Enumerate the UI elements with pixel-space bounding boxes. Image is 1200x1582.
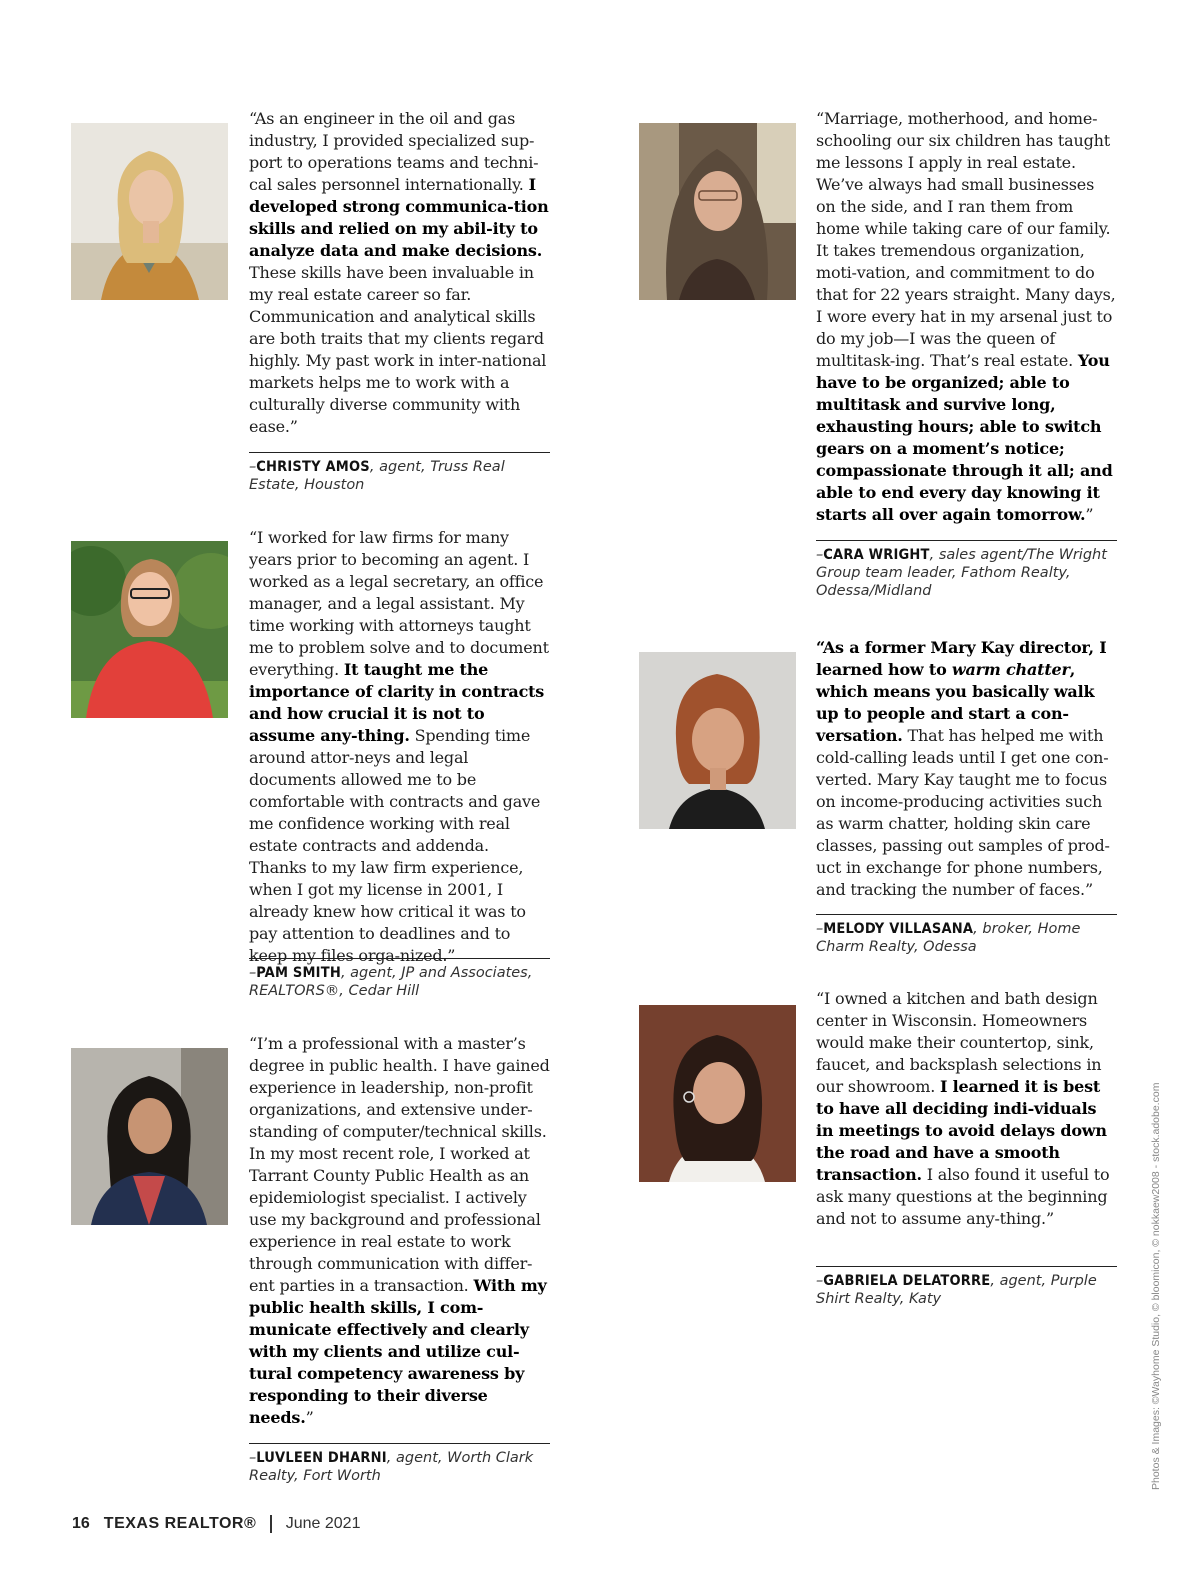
attribution-gabriela-delatorre: –GABRIELA DELATORRE, agent, Purple Shirt Realty, Katy — [816, 1266, 1117, 1308]
name-christy-amos: CHRISTY AMOS — [256, 459, 370, 475]
quote-melody-villasana: “As a former Mary Kay director, I learned how to warm chatter, which means you basically walk up to people and start a con-versation. That has helped me with cold-calling leads until I get one con-verted. Mary Kay taught me to focus on income-producing activities such as warm chatter, holding skin care classes, passing out samples of prod-uct in exchange for phone numbers, and tracking the number of faces.” — [816, 638, 1110, 899]
name-melody-villasana: MELODY VILLASANA — [823, 921, 974, 937]
photo-credit: Photos & Images: ©Wayhome Studio, © bloomicon, © nokkaew2008 - stock.adobe.com — [1150, 1082, 1162, 1490]
quote-gabriela-delatorre: “I owned a kitchen and bath design center in Wisconsin. Homeowners would make their countertop, sink, faucet, and backsplash selections in our showroom. I learned it is best to have all deciding indi-viduals in meetings to avoid delays down the road and have a smooth transaction. I also found it useful to ask many questions at the beginning and not to assume any-thing.” — [816, 989, 1110, 1228]
photo-luvleen-dharni — [71, 1048, 228, 1225]
page-footer — [72, 1515, 360, 1533]
photo-gabriela-delatorre — [639, 1005, 796, 1182]
attribution-cara-wright: –CARA WRIGHT, sales agent/The Wright Group team leader, Fathom Realty, Odessa/Midland — [816, 540, 1117, 600]
photo-pam-smith — [71, 541, 228, 718]
quote-cara-wright: “Marriage, motherhood, and home-schooling our six children has taught me lessons I apply in real estate. We’ve always had small businesses on the side, and I ran them from home while taking care of our family. It takes tremendous organization, moti-vation, and commitment to do that for 22 years straight. Many days, I wore every hat in my arsenal just to do my job—I was the queen of multitask-ing. That’s real estate. You have to be organized; able to multitask and survive long, exhausting hours; able to switch gears on a moment’s notice; compassionate through it all; and able to end every day knowing it starts all over again tomorrow.” — [816, 109, 1116, 524]
name-cara-wright: CARA WRIGHT — [823, 547, 930, 563]
name-luvleen-dharni: LUVLEEN DHARNI — [256, 1450, 387, 1466]
quote-luvleen-dharni: “I’m a professional with a master’s degree in public health. I have gained experience in leadership, non-profit organizations, and extensive under-standing of computer/technical skills. In my most recent role, I worked at Tarrant County Public Health as an epidemiologist specialist. I actively use my background and professional experience in real estate to work through communication with differ-ent parties in a transaction. With my public health skills, I com-municate effectively and clearly with my clients and utilize cul-tural competency awareness by responding to their diverse needs.” — [249, 1034, 550, 1427]
quote-christy-amos: “As an engineer in the oil and gas industry, I provided specialized sup-port to operations teams and techni-cal sales personnel internationally. I developed strong communica-tion skills and relied on my abil-ity to analyze data and make decisions. These skills have been invaluable in my real estate career so far. Communication and analytical skills are both traits that my clients regard highly. My past work in inter-national markets helps me to work with a culturally diverse community with ease.” — [249, 109, 549, 436]
page-number: 16 — [72, 1515, 90, 1532]
name-pam-smith: PAM SMITH — [256, 965, 341, 981]
photo-christy-amos — [71, 123, 228, 300]
issue-date: June 2021 — [285, 1515, 361, 1532]
attribution-melody-villasana: –MELODY VILLASANA, broker, Home Charm Realty, Odessa — [816, 914, 1117, 956]
photo-melody-villasana — [639, 652, 796, 829]
attribution-luvleen-dharni: –LUVLEEN DHARNI, agent, Worth Clark Realty, Fort Worth — [249, 1443, 550, 1485]
footer-divider — [270, 1515, 272, 1533]
magazine-name: TEXAS REALTOR® — [103, 1515, 257, 1532]
quote-pam-smith: “I worked for law firms for many years prior to becoming an agent. I worked as a legal secretary, an office manager, and a legal assistant. My time working with attorneys taught me to problem solve and to document everything. It taught me the importance of clarity in contracts and how crucial it is not to assume any-thing. Spending time around attor-neys and legal documents allowed me to be comfortable with contracts and gave me confidence working with real estate contracts and addenda. Thanks to my law firm experience, when I got my license in 2001, I already knew how critical it was to pay attention to deadlines and to keep my files orga-nized.” — [249, 528, 549, 965]
name-gabriela-delatorre: GABRIELA DELATORRE — [823, 1273, 991, 1289]
photo-cara-wright — [639, 123, 796, 300]
attribution-christy-amos: –CHRISTY AMOS, agent, Truss Real Estate, Houston — [249, 452, 550, 494]
attribution-pam-smith: –PAM SMITH, agent, JP and Associates, REALTORS®, Cedar Hill — [249, 958, 550, 1000]
